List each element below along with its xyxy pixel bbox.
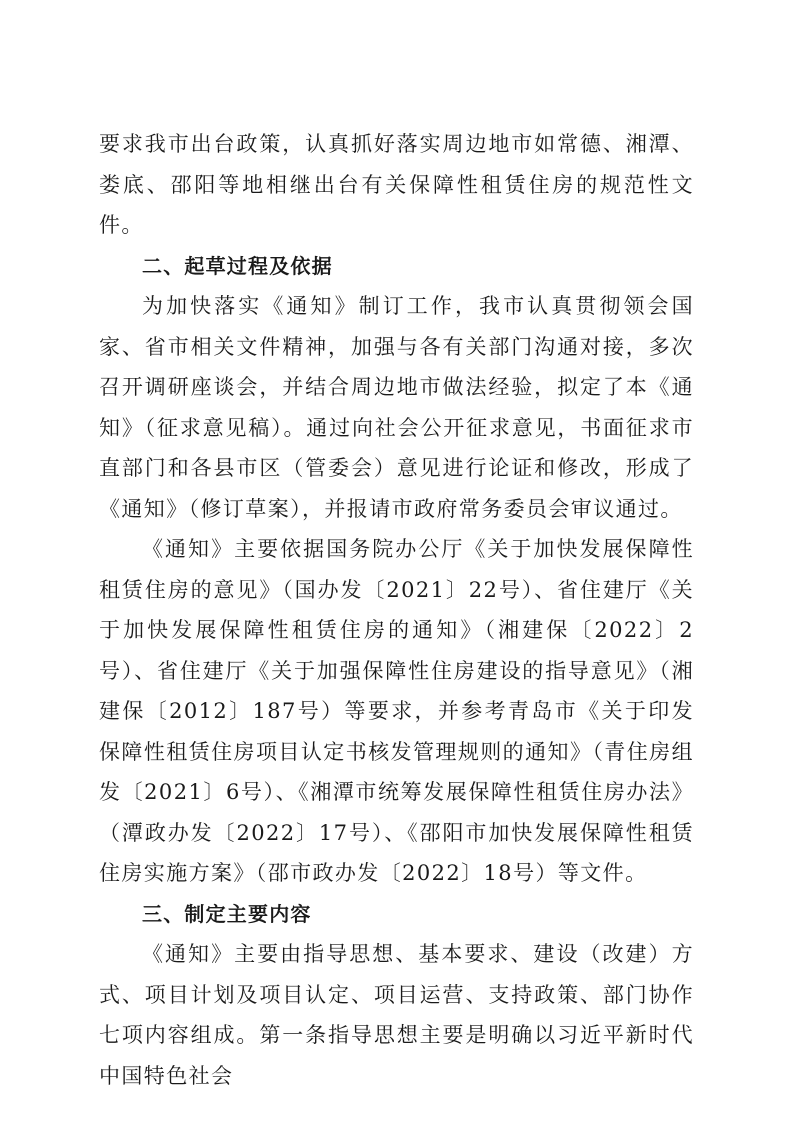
section-heading-drafting-process: 二、起草过程及依据 [142,253,333,278]
document-body [99,124,694,1096]
section-heading-main-content: 三、制定主要内容 [142,901,312,926]
paragraph-main-content: 《通知》主要由指导思想、基本要求、建设（改建）方式、项目计划及项目认定、项目运营、支持政策、部门协作七项内容组成。第一条指导思想主要是明确以习近平新时代中国特色社会 [99,942,694,1088]
paragraph-drafting-process: 为加快落实《通知》制订工作，我市认真贯彻领会国家、省市相关文件精神，加强与各有关部门沟通对接，多次召开调研座谈会，并结合周边地市做法经验，拟定了本《通知》（征求意见稿）。通过向社会公开征求意见，书面征求市直部门和各县市区（管委会）意见进行论证和修改，形成了《通知》（修订草案），并报请市政府常务委员会审议通过。 [99,294,694,521]
paragraph-background-continued: 要求我市出台政策，认真抓好落实周边地市如常德、湘潭、娄底、邵阳等地相继出台有关保障性租赁住房的规范性文件。 [99,132,694,237]
paragraph-legal-basis: 《通知》主要依据国务院办公厅《关于加快发展保障性租赁住房的意见》（国办发〔2021〕22号）、省住建厅《关于加快发展保障性租赁住房的通知》（湘建保〔2022〕2号）、省住建厅《关于加强保障性住房建设的指导意见》（湘建保〔2012〕187号）等要求，并参考青岛市《关于印发保障性租赁住房项目认定书核发管理规则的通知》（青住房组发〔2021〕6号）、《湘潭市统筹发展保障性租赁住房办法》（潭政办发〔2022〕17号）、《邵阳市加快发展保障性租赁住房实施方案》（邵市政办发〔2022〕18号）等文件。 [99,537,694,885]
